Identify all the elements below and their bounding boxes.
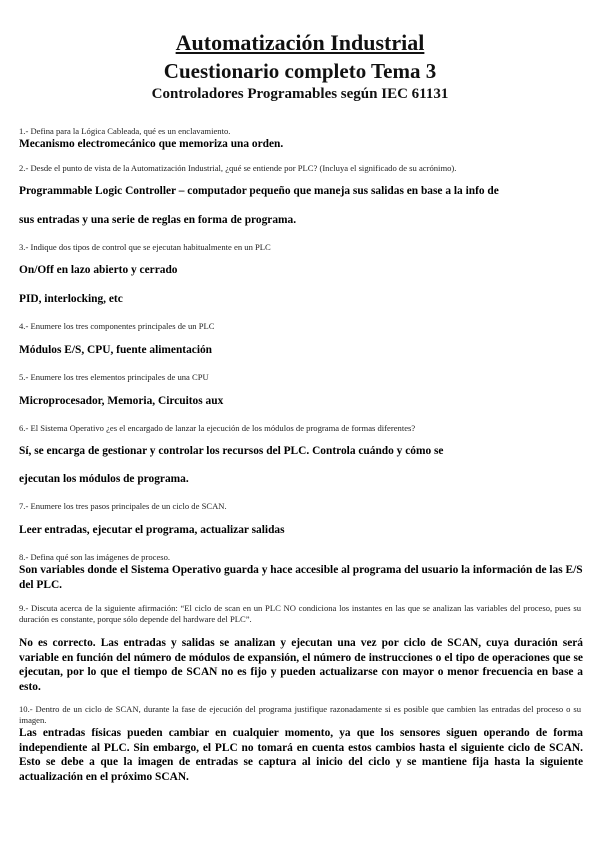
answer-2-line-1: Programmable Logic Controller – computador pequeño que maneja sus salidas en base a la info de bbox=[19, 185, 499, 197]
answer-10: Las entradas físicas pueden cambiar en cualquier momento, ya que los sensores siguen operando de forma independiente al PLC. Sin embargo, el PLC no tomará en cuenta estos cambios hasta el siguiente ciclo de SCAN. Esto se debe a que la imagen de entradas se captura al inicio del ciclo y se mantiene fija hasta la siguiente actualización en el próximo SCAN. bbox=[19, 727, 583, 783]
document-subtitle: Cuestionario completo Tema 3 bbox=[163, 59, 437, 83]
answer-2-line-2: sus entradas y una serie de reglas en forma de programa. bbox=[19, 214, 297, 226]
answer-3-line-2: PID, interlocking, etc bbox=[19, 293, 123, 305]
question-8: 8.- Defina qué son las imágenes de proceso. bbox=[19, 552, 171, 562]
question-3: 3.- Indique dos tipos de control que se ejecutan habitualmente en un PLC bbox=[19, 242, 271, 252]
answer-3-line-1: On/Off en lazo abierto y cerrado bbox=[19, 264, 178, 276]
document-title: Automatización Industrial bbox=[175, 30, 425, 55]
question-9: 9.- Discuta acerca de la siguiente afirmación: “El ciclo de scan en un PLC NO condiciona los instantes en las que se analizan las variables del proceso, pues su duración es constante, porque sólo depende del hardware del PLC”. bbox=[19, 603, 581, 624]
question-7: 7.- Enumere los tres pasos principales de un ciclo de SCAN. bbox=[19, 501, 227, 511]
question-1: 1.- Defina para la Lógica Cableada, qué es un enclavamiento. bbox=[19, 126, 231, 136]
answer-6-line-2: ejecutan los módulos de programa. bbox=[19, 473, 189, 485]
answer-7-line-1: Leer entradas, ejecutar el programa, actualizar salidas bbox=[19, 524, 285, 536]
question-10: 10.- Dentro de un ciclo de SCAN, durante la fase de ejecución del programa justifique razonadamente si es posible que cambien las entradas del proceso o su imagen. bbox=[19, 704, 581, 725]
answer-4-line-1: Módulos E/S, CPU, fuente alimentación bbox=[19, 344, 213, 356]
answer-6-line-1: Sí, se encarga de gestionar y controlar los recursos del PLC. Controla cuándo y cómo se bbox=[19, 445, 444, 457]
question-4: 4.- Enumere los tres componentes principales de un PLC bbox=[19, 321, 215, 331]
question-2: 2.- Desde el punto de vista de la Automatización Industrial, ¿qué se entiende por PLC? (Incluya el significado de su acrónimo). bbox=[19, 163, 457, 173]
answer-8: Son variables donde el Sistema Operativo guarda y hace accesible al programa del usuario la información de las E/S del PLC. bbox=[19, 564, 583, 591]
question-5: 5.- Enumere los tres elementos principales de una CPU bbox=[19, 372, 209, 382]
answer-1-line-1: Mecanismo electromecánico que memoriza una orden. bbox=[19, 138, 284, 150]
document-subsubtitle: Controladores Programables según IEC 61131 bbox=[151, 86, 449, 102]
answer-9: No es correcto. Las entradas y salidas se analizan y ejecutan una vez por ciclo de SCAN, cuya duración será variable en función del número de módulos de expansión, el número de instrucciones o el tipo de operaciones que se ejecutan, por lo que el tiempo de SCAN no es fijo y pueden actualizarse con mayor o menor frecuencia en base a esto. bbox=[19, 637, 583, 693]
question-6: 6.- El Sistema Operativo ¿es el encargado de lanzar la ejecución de los módulos de programa de formas diferentes? bbox=[19, 423, 416, 433]
answer-5-line-1: Microprocesador, Memoria, Circuitos aux bbox=[19, 395, 224, 407]
